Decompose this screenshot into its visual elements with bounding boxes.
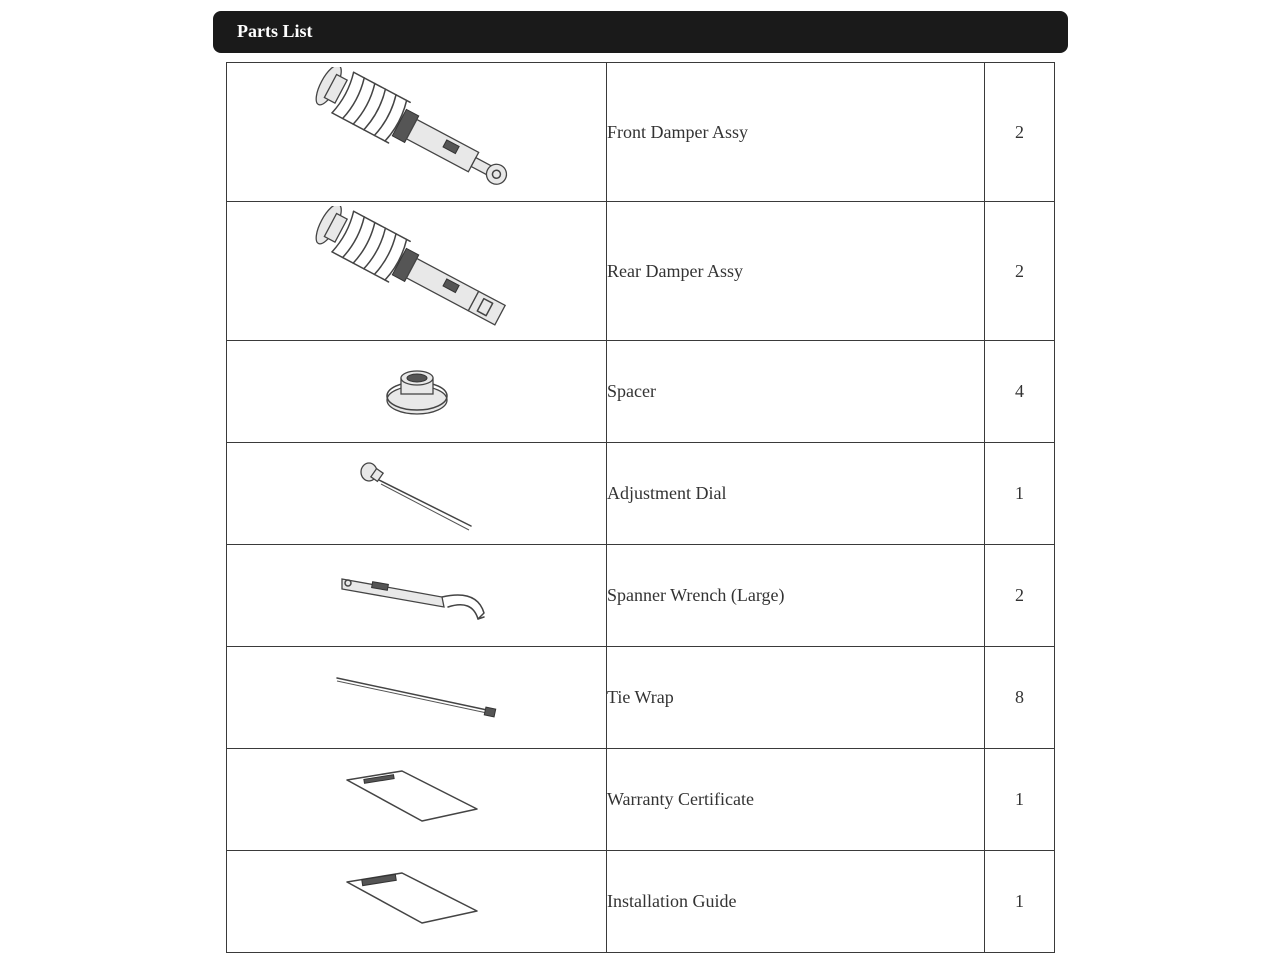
part-qty: 1: [985, 851, 1055, 953]
table-row: [227, 341, 1055, 443]
part-image-cell: [227, 647, 607, 749]
part-image-cell: [227, 851, 607, 953]
part-image-cell: [227, 545, 607, 647]
table-row: [227, 545, 1055, 647]
warranty-certificate-icon: [342, 765, 492, 835]
part-qty: 1: [985, 443, 1055, 545]
part-name: Spacer: [607, 341, 985, 443]
front-damper-icon: [297, 67, 537, 197]
part-name: Front Damper Assy: [607, 63, 985, 202]
part-name: Spanner Wrench (Large): [607, 545, 985, 647]
table-row: [227, 202, 1055, 341]
spacer-icon: [357, 352, 477, 432]
part-image-cell: [227, 749, 607, 851]
part-qty: 4: [985, 341, 1055, 443]
table-row: [227, 851, 1055, 953]
part-image-cell: [227, 341, 607, 443]
rear-damper-icon: [297, 206, 537, 336]
parts-list-header: [213, 11, 1068, 53]
part-image-cell: [227, 443, 607, 545]
part-image-cell: [227, 202, 607, 341]
part-qty: 2: [985, 63, 1055, 202]
page-title: Parts List: [237, 21, 313, 41]
part-name: Tie Wrap: [607, 647, 985, 749]
parts-table: [226, 62, 1055, 953]
part-name: Installation Guide: [607, 851, 985, 953]
tie-wrap-icon: [327, 668, 507, 728]
table-row: [227, 63, 1055, 202]
table-row: [227, 647, 1055, 749]
part-qty: 1: [985, 749, 1055, 851]
installation-guide-icon: [342, 867, 492, 937]
table-row: [227, 749, 1055, 851]
part-qty: 2: [985, 545, 1055, 647]
part-qty: 2: [985, 202, 1055, 341]
spanner-wrench-icon: [332, 561, 502, 631]
part-name: Warranty Certificate: [607, 749, 985, 851]
table-row: [227, 443, 1055, 545]
part-name: Rear Damper Assy: [607, 202, 985, 341]
part-qty: 8: [985, 647, 1055, 749]
part-name: Adjustment Dial: [607, 443, 985, 545]
part-image-cell: [227, 63, 607, 202]
adjustment-dial-icon: [347, 454, 487, 534]
